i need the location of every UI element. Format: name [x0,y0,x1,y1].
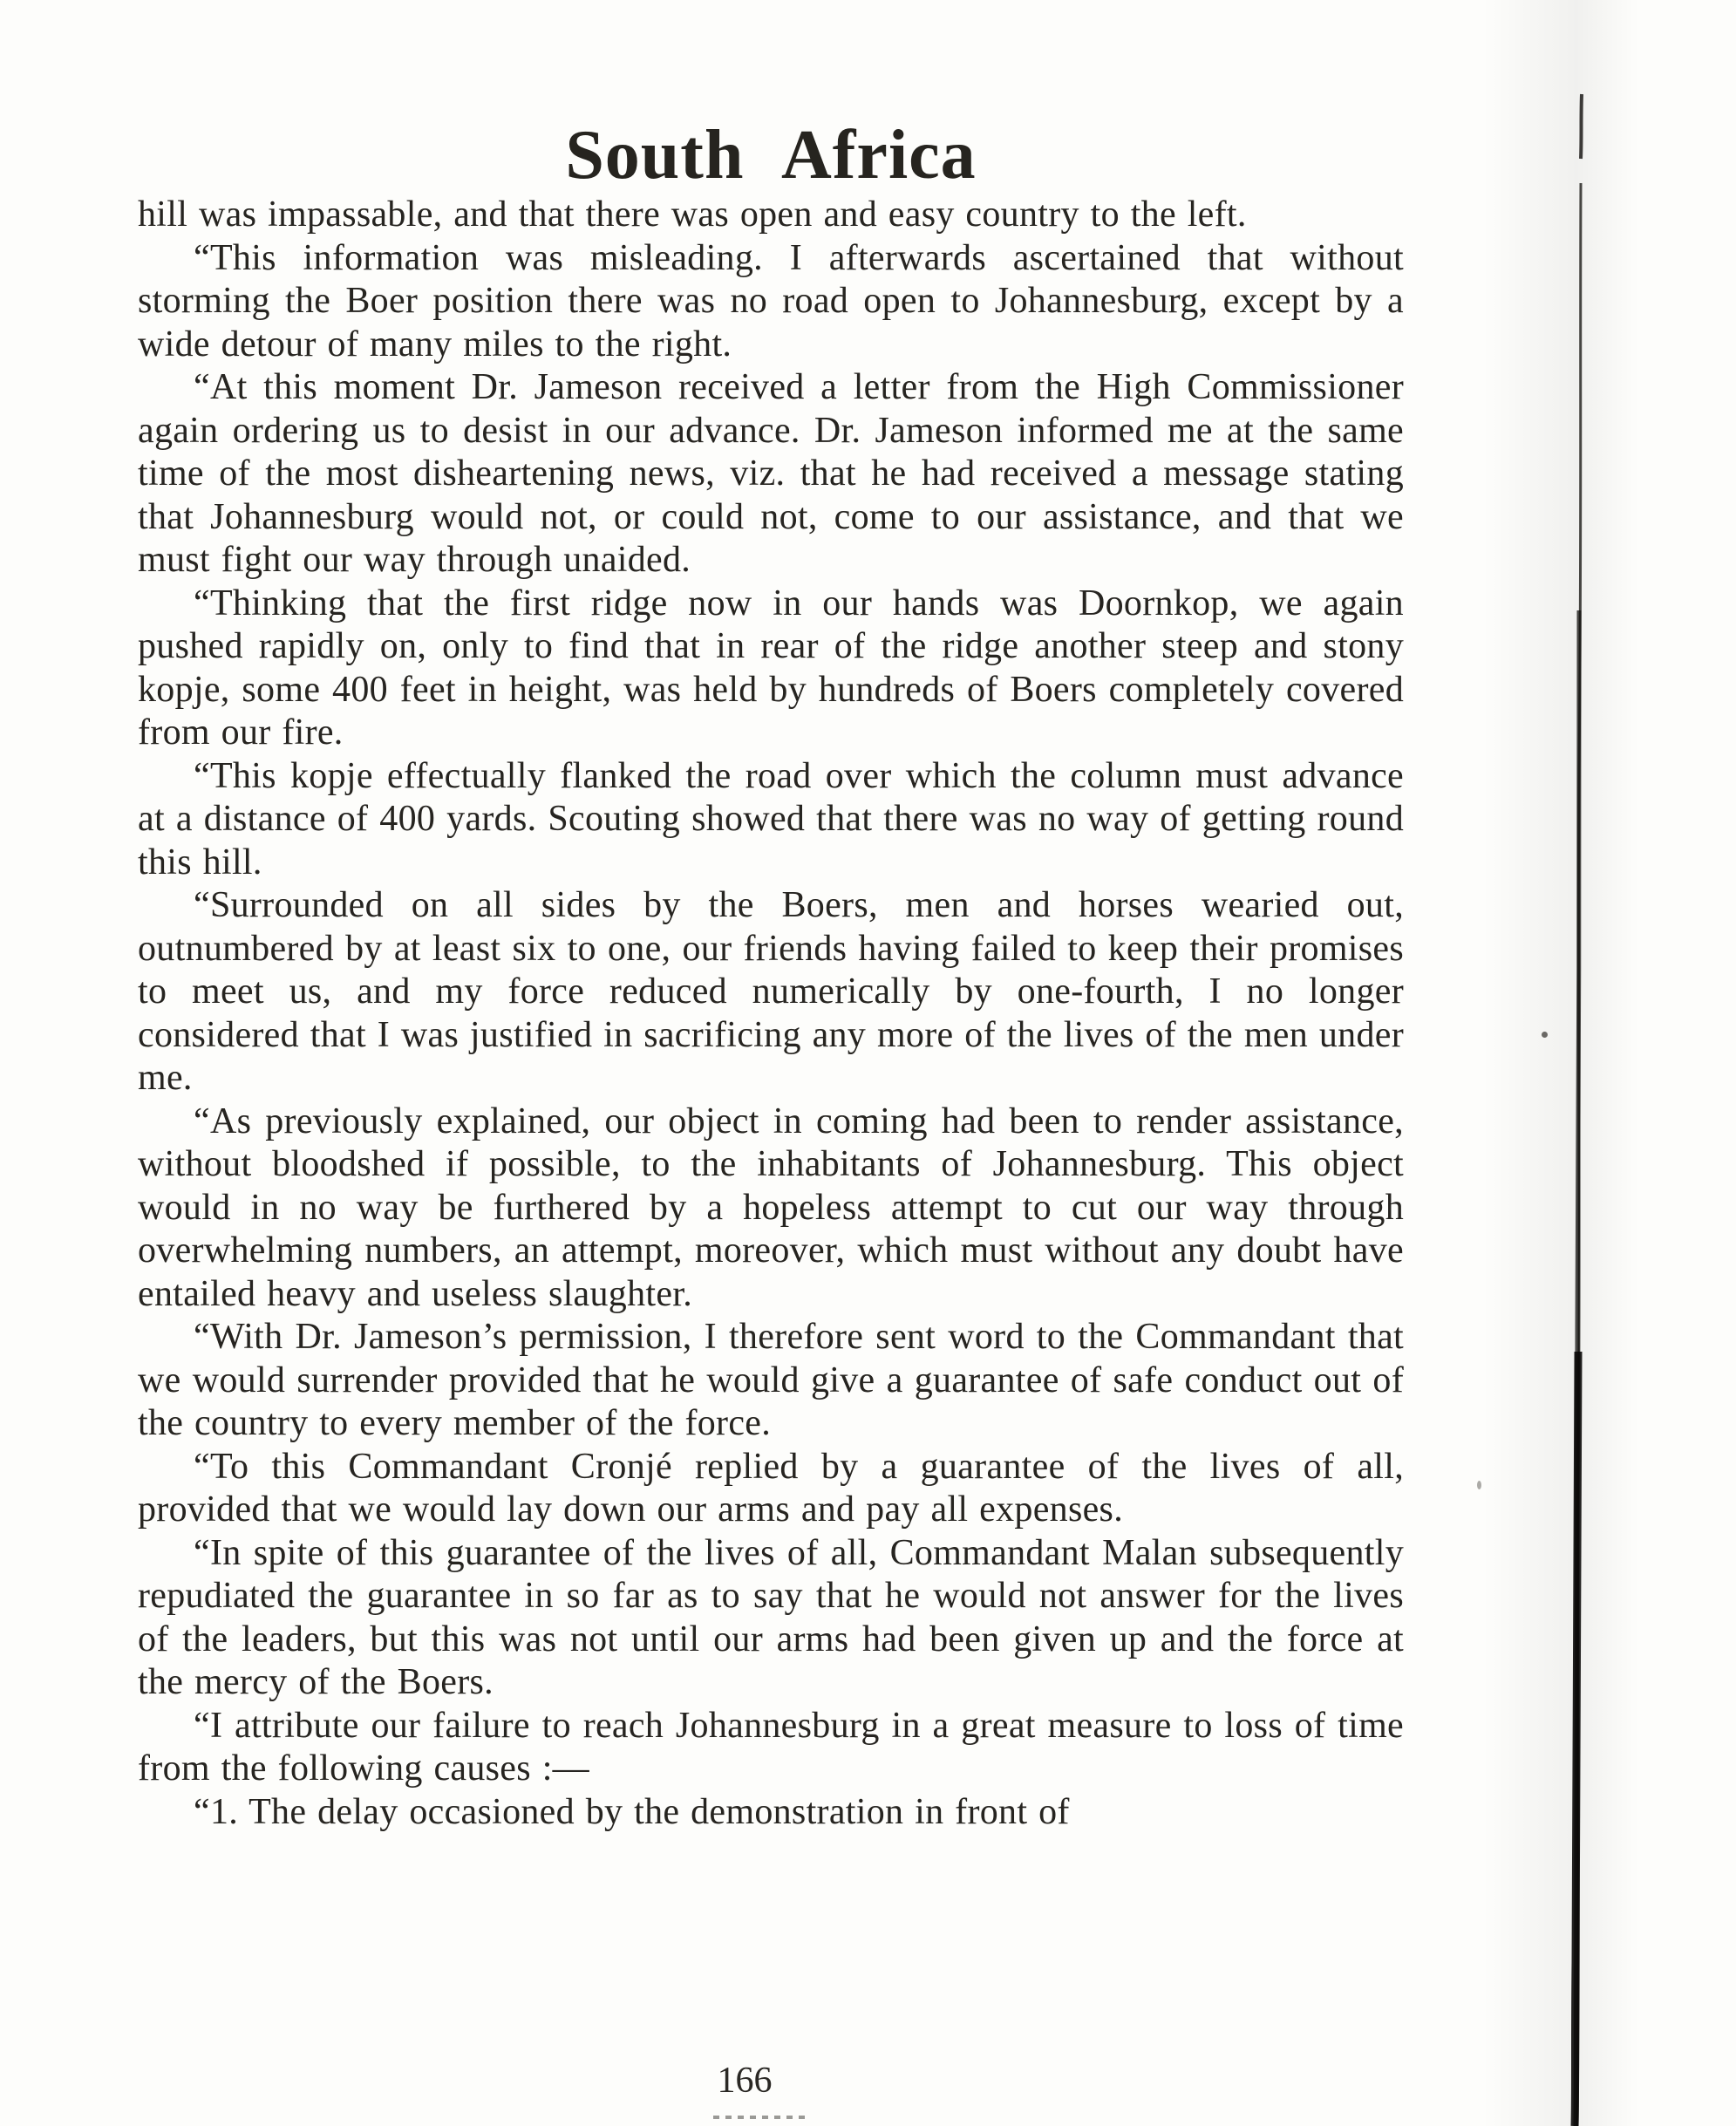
page-body-text [138,194,1404,1834]
paragraph: “At this moment Dr. Jameson received a letter from the High Commissioner again ordering us to desist in our advance. Dr. Jameson informed me at the same time of the most disheartening news, viz. that he had received a message stating that Johannesburg would not, or could not, come to our assistance, and that we must fight our way through unaided. [138,367,1404,580]
paragraph: “Thinking that the first ridge now in our hands was Doornkop, we again pushed rapidly on, only to find that in rear of the ridge another steep and stony kopje, some 400 feet in height, was held by hundreds of Boers completely covered from our fire. [138,583,1404,753]
scan-speck [1477,1481,1481,1489]
paragraph: hill was impassable, and that there was open and easy country to the left. [138,194,1247,235]
paragraph: “1. The delay occasioned by the demonstration in front of [194,1791,1070,1832]
paragraph: “This information was misleading. I afterwards ascertained that without storming the Boer position there was no road open to Johannesburg, except by a wide detour of many miles to the right. [138,237,1404,365]
paragraph: “I attribute our failure to reach Johannesburg in a great measure to loss of time from the following causes :— [138,1705,1404,1789]
paragraph: “As previously explained, our object in coming had been to render assistance, without bloodshed if possible, to the inhabitants of Johannesburg. This object would in no way be furthered by a hopeless attempt to cut our way through overwhelming numbers, an attempt, moreover, which must without any doubt have entailed heavy and useless slaughter. [138,1100,1404,1314]
page-title: South Africa [565,116,977,194]
paragraph: “To this Commandant Cronjé replied by a guarantee of the lives of all, provided that we would lay down our arms and pay all expenses. [138,1446,1404,1530]
paragraph: “With Dr. Jameson’s permission, I therefore sent word to the Commandant that we would surrender provided that he would give a guarantee of safe conduct out of the country to every member of the force. [138,1317,1404,1443]
page-number: 166 [717,2061,773,2101]
scan-speck [1542,1032,1548,1038]
scan-mark-under-page-number [713,2116,809,2119]
paragraph: “In spite of this guarantee of the lives of all, Commandant Malan subsequently repudiated the guarantee in so far as to say that he would not answer for the lives of the leaders, but this was not until our arms had been given up and the force at the mercy of the Boers. [138,1532,1404,1702]
paragraph: “Surrounded on all sides by the Boers, men and horses wearied out, outnumbered by at least six to one, our friends having failed to keep their promises to meet us, and my force reduced numerically by one-fourth, I no longer considered that I was justified in sacrificing any more of the lives of the men under me. [138,885,1404,1098]
binding-shadow-artifact [1552,0,1604,2126]
paragraph: “This kopje effectually flanked the road over which the column must advance at a distance of 400 yards. Scouting showed that there was no way of getting round this hill. [138,755,1404,882]
